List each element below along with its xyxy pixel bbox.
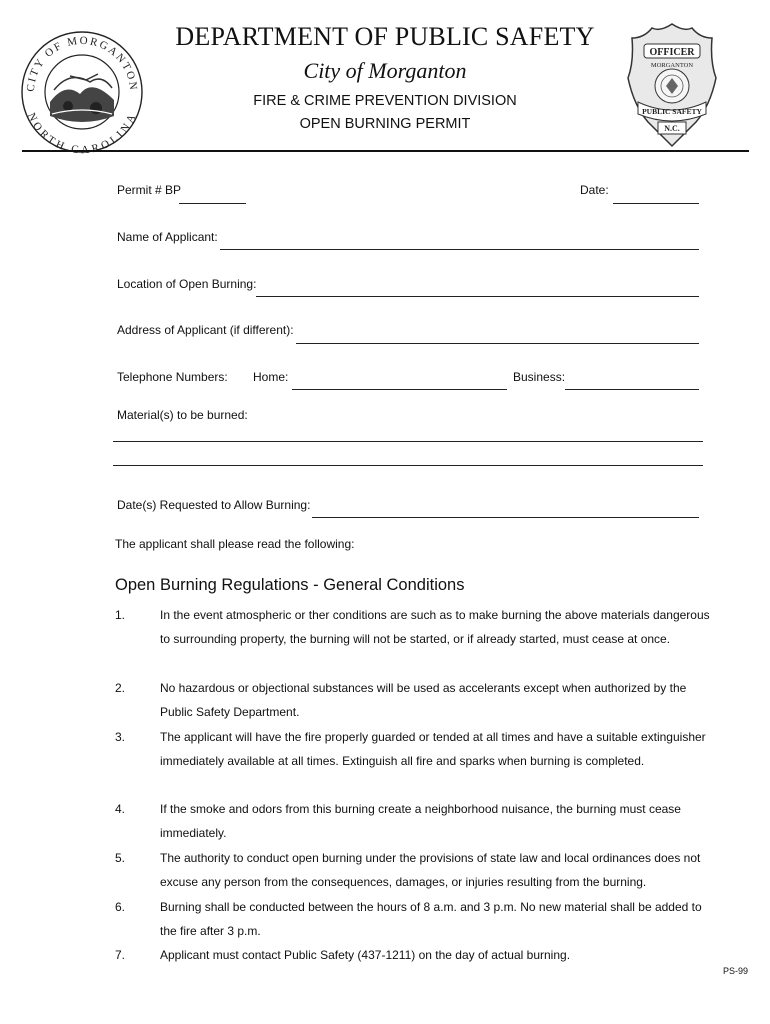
officer-badge-logo: [626, 22, 718, 148]
list-item-text: No hazardous or objectional substances will be used as accelerants except when authorized by the Public Safety Department.: [160, 681, 687, 720]
permit-number-field[interactable]: [179, 203, 246, 204]
form-name: OPEN BURNING PERMIT: [299, 116, 471, 132]
dates-requested-field[interactable]: [312, 517, 699, 518]
materials-label: Material(s) to be burned:: [117, 408, 248, 422]
list-item-number: 7.: [115, 948, 126, 962]
permit-label: Permit # BP: [117, 183, 182, 197]
address-label: Address of Applicant (if different):: [117, 323, 294, 337]
badge-ribbon-text: PUBLIC SAFETY: [642, 107, 702, 116]
list-item-text: The authority to conduct open burning under the provisions of state law and local ordinances does not excuse any person from the consequences, damages, or injuries resulting from the burning.: [160, 851, 701, 890]
dates-requested-label: Date(s) Requested to Allow Burning:: [117, 498, 311, 512]
city-name: City of Morganton: [303, 58, 467, 83]
applicant-name-label: Name of Applicant:: [117, 230, 218, 244]
date-label: Date:: [580, 183, 609, 197]
telephone-label: Telephone Numbers:: [117, 370, 228, 384]
list-item-text: If the smoke and odors from this burning create a neighborhood nuisance, the burning must cease immediately.: [160, 802, 681, 841]
business-phone-label: Business:: [513, 370, 566, 384]
list-item-number: 5.: [115, 851, 126, 865]
list-item-text: The applicant will have the fire properly guarded or tended at all times and have a suitable extinguisher immediately available at all times. Extinguish all fire and sparks when burning is completed.: [160, 730, 706, 769]
regulations-heading: Open Burning Regulations - General Conditions: [115, 576, 465, 594]
location-label: Location of Open Burning:: [117, 277, 257, 291]
applicant-name-field[interactable]: [220, 249, 699, 250]
badge-top-text: OFFICER: [649, 47, 695, 58]
list-item-text: Burning shall be conducted between the hours of 8 a.m. and 3 p.m. No new material shall be added to the fire after 3 p.m.: [160, 900, 702, 939]
form-code: PS-99: [722, 966, 748, 976]
list-item-number: 3.: [115, 730, 126, 744]
badge-state-text: N.C.: [664, 124, 680, 133]
seal-top-text: CITY OF MORGANTON: [24, 34, 140, 93]
list-item-text: In the event atmospheric or ther conditions are such as to make burning the above materials dangerous to surrounding property, the burning will not be started, or if already started, must cease at once.: [160, 608, 710, 647]
header-divider: [22, 150, 749, 152]
list-item-number: 2.: [115, 681, 126, 695]
business-phone-field[interactable]: [565, 389, 699, 390]
instructions-text: The applicant shall please read the following:: [115, 537, 355, 551]
materials-field-line-2[interactable]: [113, 465, 703, 466]
location-field[interactable]: [256, 296, 699, 297]
date-field[interactable]: [613, 203, 699, 204]
home-phone-field[interactable]: [292, 389, 507, 390]
list-item-number: 1.: [115, 608, 126, 622]
page-title: DEPARTMENT OF PUBLIC SAFETY: [175, 22, 595, 51]
materials-field-line-1[interactable]: [113, 441, 703, 442]
seal-bottom-text: NORTH CAROLINA: [24, 111, 140, 154]
address-field[interactable]: [296, 343, 699, 344]
home-phone-label: Home:: [253, 370, 289, 384]
list-item-number: 4.: [115, 802, 126, 816]
list-item-text: Applicant must contact Public Safety (437-1211) on the day of actual burning.: [160, 948, 571, 962]
division-name: FIRE & CRIME PREVENTION DIVISION: [253, 93, 517, 109]
list-item-number: 6.: [115, 900, 126, 914]
badge-city-text: MORGANTON: [650, 62, 694, 69]
